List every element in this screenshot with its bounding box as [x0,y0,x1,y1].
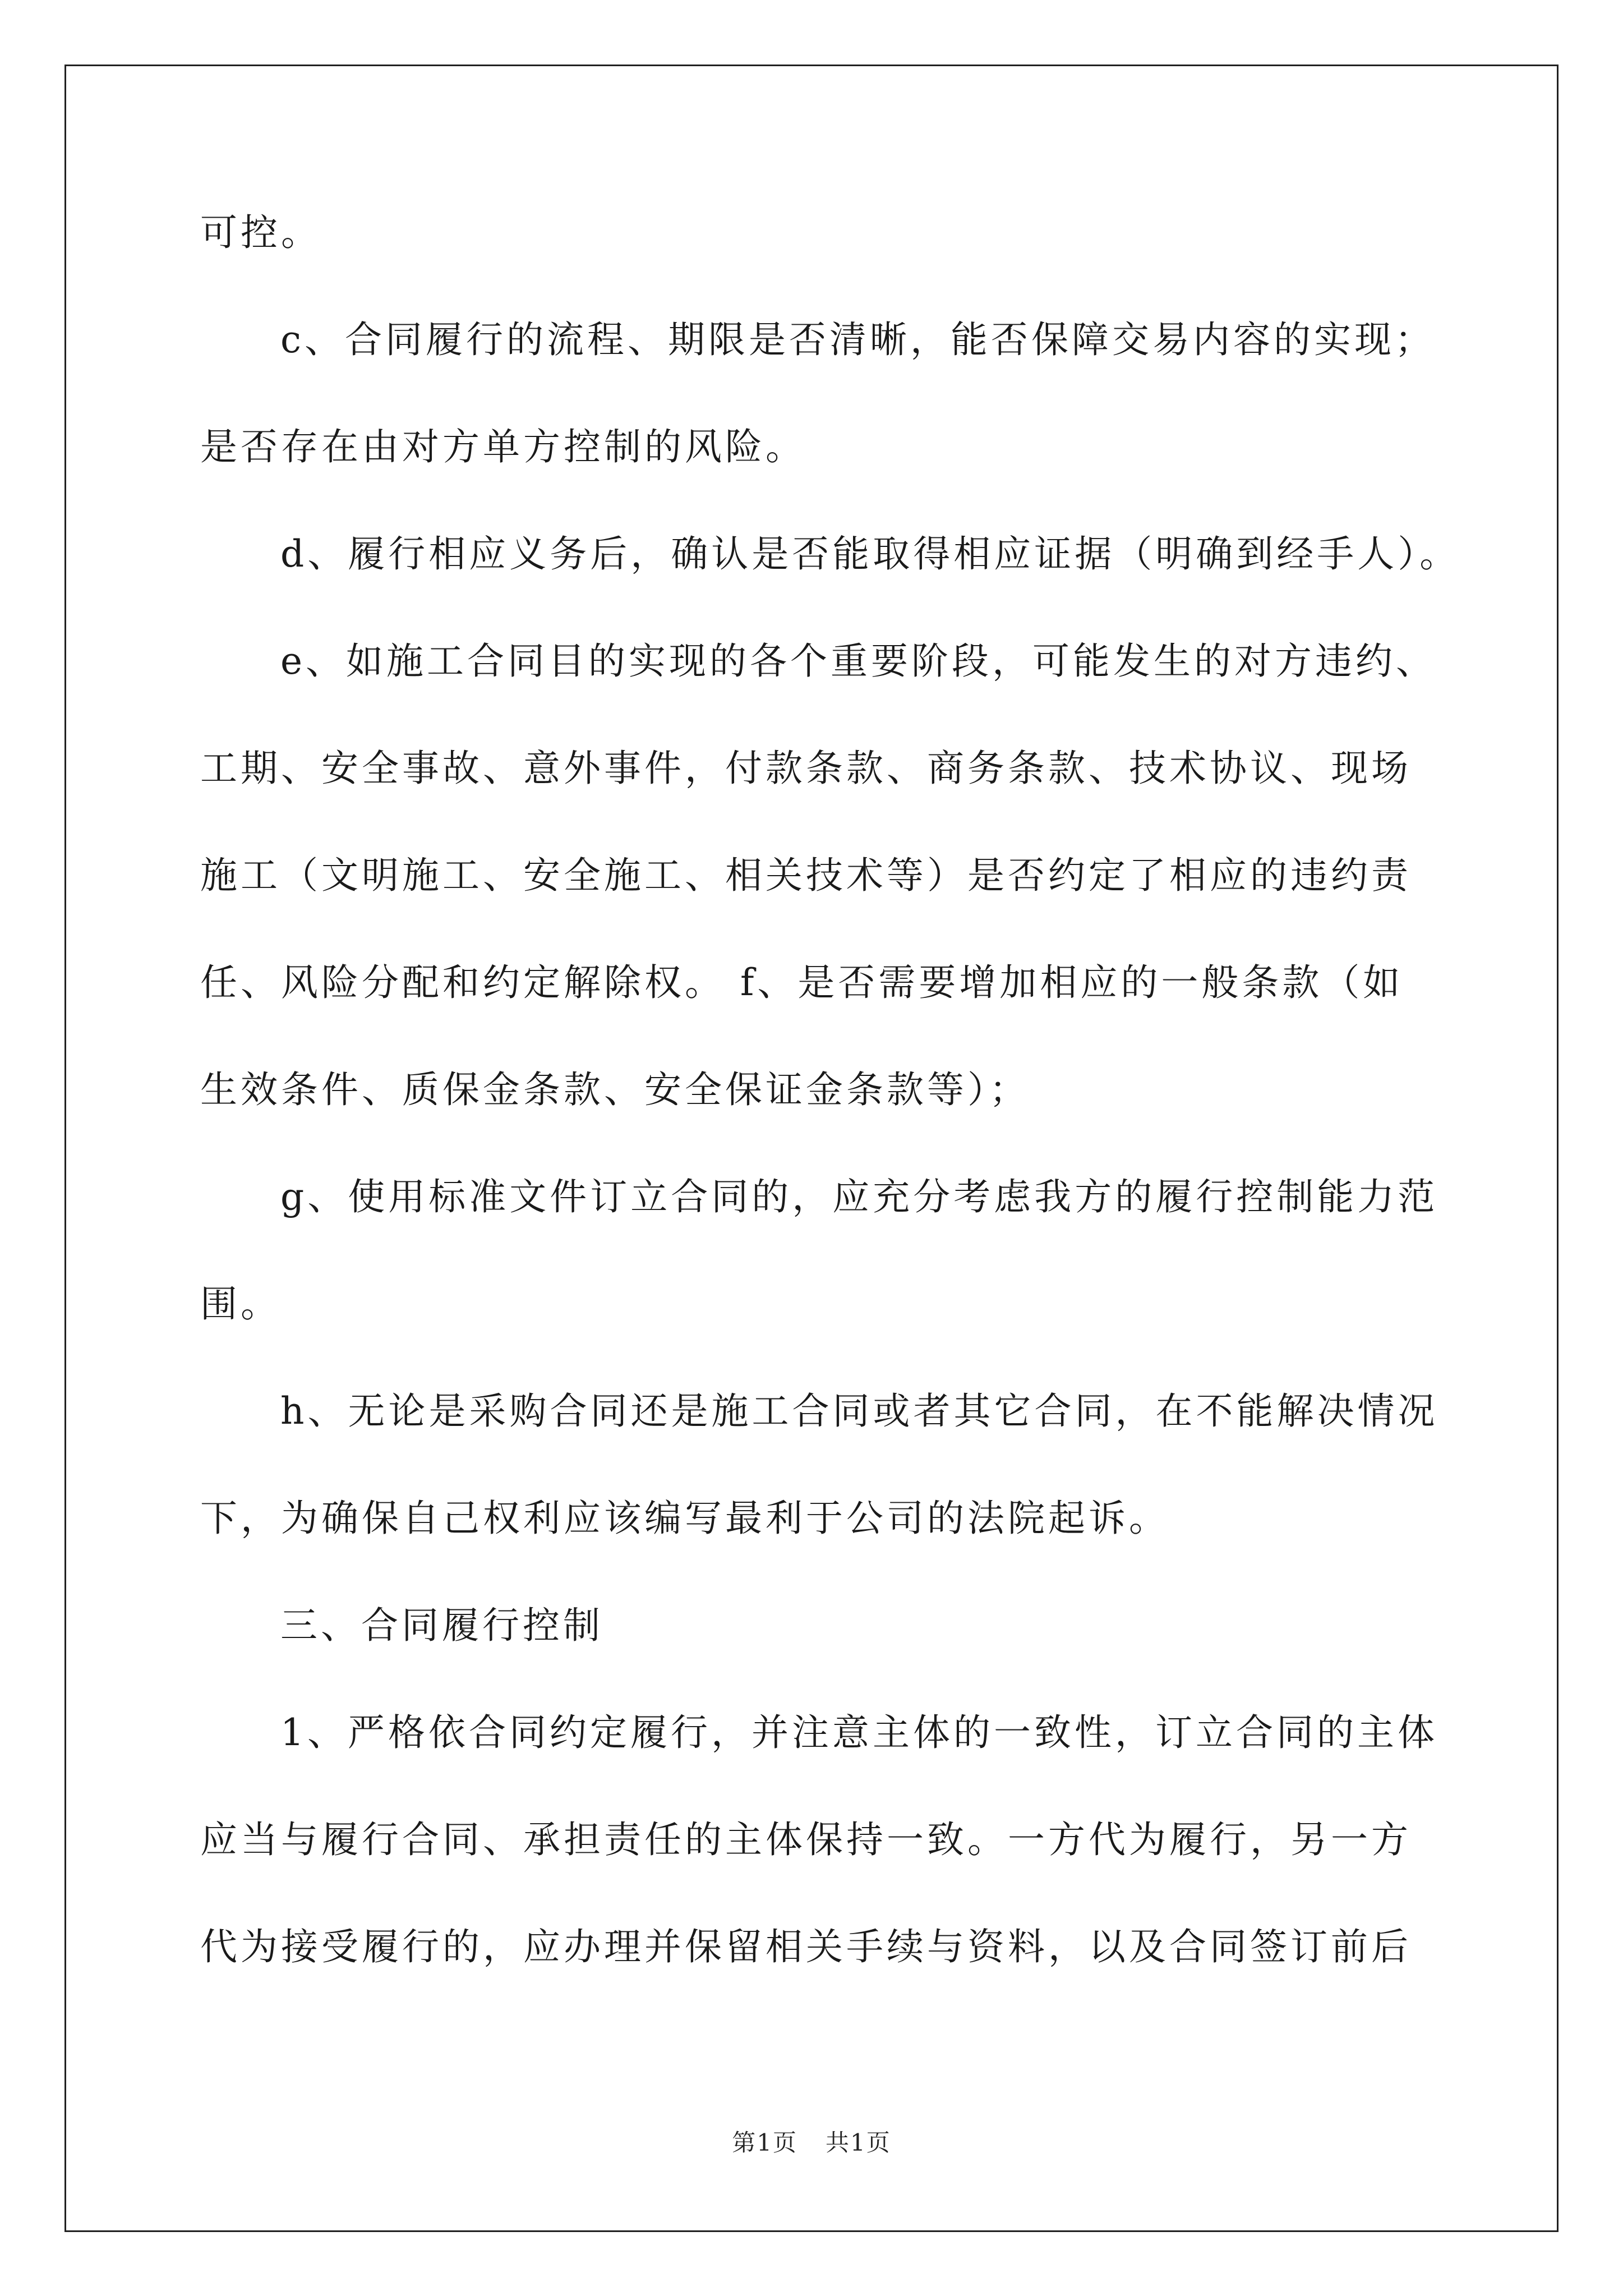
text-line: 工期、安全事故、意外事件，付款条款、商务条款、技术协议、现场 [200,747,1412,790]
text-line: h、无论是采购合同还是施工合同或者其它合同，在不能解决情况 [280,1389,1438,1433]
text-line: 围。 [200,1282,281,1326]
section-heading: 三、合同履行控制 [280,1604,603,1647]
text-line: 下，为确保自己权利应该编写最利于公司的法院起诉。 [200,1497,1169,1540]
page-border [64,65,1559,2232]
text-line: 可控。 [200,211,321,254]
page-number-total: 共1页 [826,2129,891,2156]
text-line: 1、严格依合同约定履行，并注意主体的一致性，订立合同的主体 [280,1711,1438,1754]
text-line: d、履行相应义务后，确认是否能取得相应证据（明确到经手人）。 [280,532,1460,576]
text-line: 是否存在由对方单方控制的风险。 [200,425,806,468]
page-number-current: 第1页 [732,2129,797,2156]
text-line: 代为接受履行的，应办理并保留相关手续与资料，以及合同签订前后 [200,1925,1412,1968]
text-line: 任、风险分配和约定解除权。 f、是否需要增加相应的一般条款（如 [200,961,1404,1004]
text-line: c、合同履行的流程、期限是否清晰，能否保障交易内容的实现； [280,318,1435,361]
text-line: 施工（文明施工、安全施工、相关技术等）是否约定了相应的违约责 [200,854,1412,897]
text-line: 应当与履行合同、承担责任的主体保持一致。一方代为履行，另一方 [200,1818,1412,1861]
text-line: 生效条件、质保金条款、安全保证金条款等）； [200,1068,1030,1111]
text-line: g、使用标准文件订立合同的，应充分考虑我方的履行控制能力范 [280,1175,1438,1218]
text-line: e、如施工合同目的实现的各个重要阶段，可能发生的对方违约、 [280,639,1437,683]
page-footer [0,2129,1623,2157]
